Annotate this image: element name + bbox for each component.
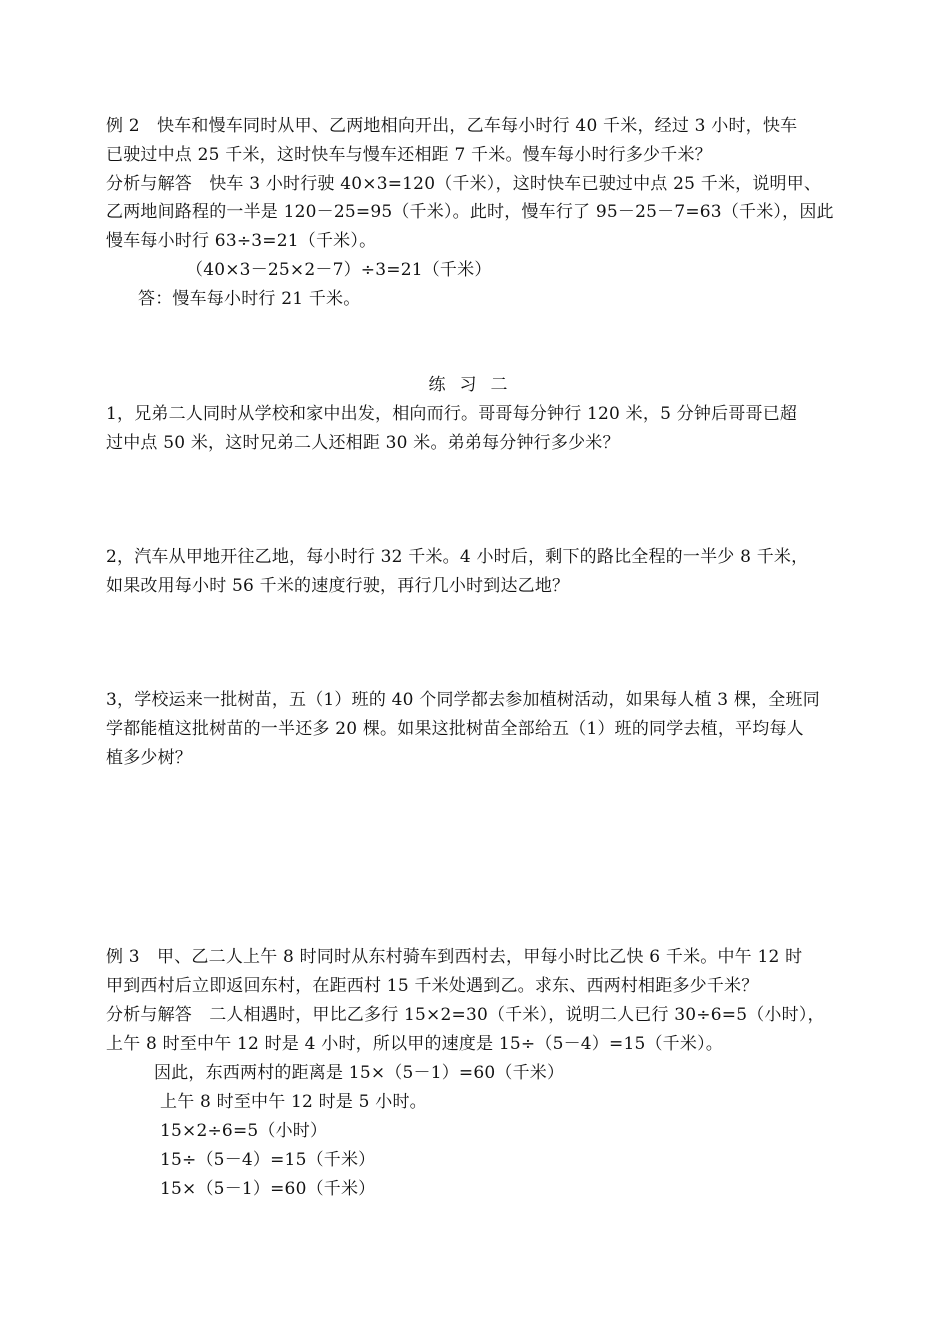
question-1-line-1: 1，兄弟二人同时从学校和家中出发，相向而行。哥哥每分钟行 120 米，5 分钟后哥哥已超 bbox=[106, 404, 798, 424]
example2-analysis-line-2: 乙两地间路程的一半是 120－25=95（千米）。此时，慢车行了 95－25－7=63（千米），因此 bbox=[106, 202, 834, 222]
question-1-line-2: 过中点 50 米，这时兄弟二人还相距 30 米。弟弟每分钟行多少米？ bbox=[106, 433, 620, 453]
example2-analysis-line-3: 慢车每小时行 63÷3=21（千米）。 bbox=[106, 231, 377, 251]
example3-text-line-2: 甲到西村后立即返回东村，在距西村 15 千米处遇到乙。求东、西两村相距多少千米？ bbox=[106, 976, 759, 996]
example2-text-line-2: 已驶过中点 25 千米，这时快车与慢车还相距 7 千米。慢车每小时行多少千米？ bbox=[106, 145, 712, 165]
example3-analysis-line-2: 上午 8 时至中午 12 时是 4 小时，所以甲的速度是 15÷（5－4）=15（千米）。 bbox=[106, 1034, 723, 1054]
example2-answer: 答：慢车每小时行 21 千米。 bbox=[138, 289, 361, 309]
example2-text-line-1: 例 2 快车和慢车同时从甲、乙两地相向开出，乙车每小时行 40 千米，经过 3 小时，快车 bbox=[106, 116, 798, 136]
example3-analysis-line-3: 因此，东西两村的距离是 15×（5－1）=60（千米） bbox=[154, 1063, 565, 1083]
example3-analysis-line-4: 上午 8 时至中午 12 时是 5 小时。 bbox=[160, 1092, 427, 1112]
example3-analysis-line-1: 分析与解答 二人相遇时，甲比乙多行 15×2=30（千米），说明二人已行 30÷6=5（小时）， bbox=[106, 1005, 825, 1025]
question-2-line-1: 2，汽车从甲地开往乙地，每小时行 32 千米。4 小时后，剩下的路比全程的一半少 8 千米， bbox=[106, 547, 809, 567]
example2-formula: （40×3－25×2－7）÷3=21（千米） bbox=[186, 260, 492, 280]
example2-analysis-line-1: 分析与解答 快车 3 小时行驶 40×3=120（千米），这时快车已驶过中点 25 千米，说明甲、 bbox=[106, 174, 822, 194]
question-3-line-1: 3，学校运来一批树苗，五（1）班的 40 个同学都去参加植树活动，如果每人植 3 棵，全班同 bbox=[106, 690, 820, 710]
question-3-line-2: 学都能植这批树苗的一半还多 20 棵。如果这批树苗全部给五（1）班的同学去植，平均每人 bbox=[106, 719, 804, 739]
example3-text-line-1: 例 3 甲、乙二人上午 8 时同时从东村骑车到西村去，甲每小时比乙快 6 千米。中午 12 时 bbox=[106, 947, 803, 967]
question-2-line-2: 如果改用每小时 56 千米的速度行驶，再行几小时到达乙地？ bbox=[106, 576, 570, 596]
exercise-title: 练习二 bbox=[428, 375, 522, 395]
question-3-line-3: 植多少树？ bbox=[106, 748, 192, 768]
example3-calc-2: 15÷（5－4）=15（千米） bbox=[160, 1150, 376, 1170]
example3-calc-3: 15×（5－1）=60（千米） bbox=[160, 1179, 376, 1199]
example3-calc-1: 15×2÷6=5（小时） bbox=[160, 1121, 328, 1141]
